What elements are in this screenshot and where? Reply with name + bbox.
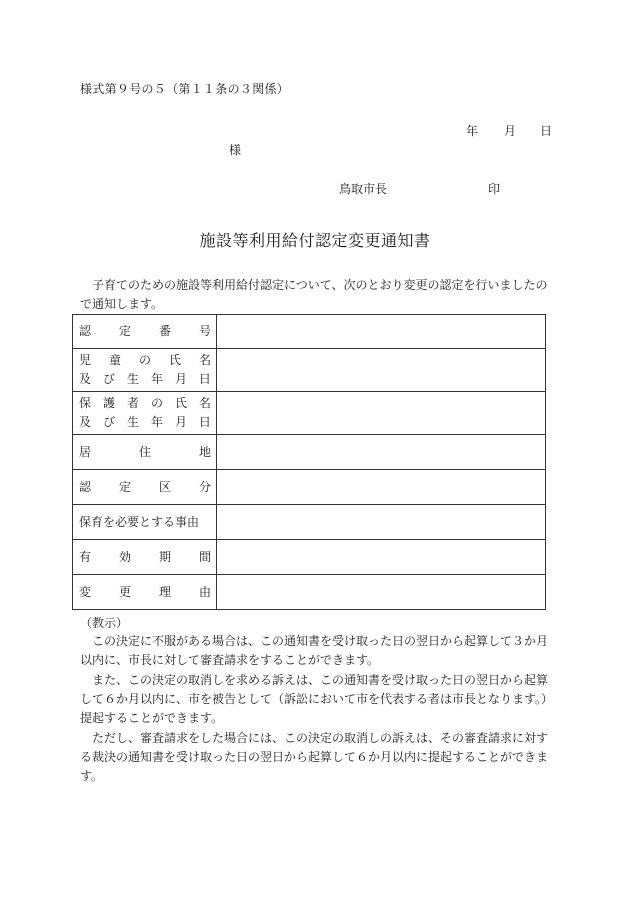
label-char: 日	[198, 372, 211, 386]
row-label-line	[79, 583, 211, 602]
row-value	[217, 505, 546, 540]
issuer-mayor: 鳥取市長	[339, 182, 388, 196]
notice-paragraph-3: ただし、審査請求をした場合には、この決定の取消しの訴えは、その審査請求に対する裁決の通知書を受け取った日の翌日から起算して６か月以内に提起することができます。	[80, 731, 549, 783]
label-char: 期	[158, 549, 171, 564]
label-char: 年	[150, 372, 163, 386]
table-row	[73, 505, 546, 540]
label-char: 年	[150, 415, 163, 429]
date-year-label: 年	[466, 124, 479, 138]
label-char: 童	[108, 353, 121, 367]
label-char: 変	[79, 584, 92, 599]
notice-paragraph-2: また、この決定の取消しを求める訴えは、この通知書を受け取った日の翌日から起算して６か月以内に、市を被告として（訴訟において市を代表する者は市長となります。）提起することができます。	[80, 673, 549, 725]
label-char: 定	[118, 479, 131, 494]
table-row	[73, 392, 546, 435]
label-char: 氏	[174, 396, 187, 410]
row-label-line	[79, 413, 211, 432]
label-char: 地	[198, 444, 211, 459]
label-char: 保	[79, 396, 92, 410]
row-label-line	[79, 322, 211, 341]
label-char: 名	[198, 396, 211, 410]
label-char: の	[150, 396, 163, 410]
form-number: 様式第９号の５（第１１条の３関係）	[80, 82, 290, 96]
row-label-line	[79, 370, 211, 389]
label-char: 間	[198, 549, 211, 564]
label-char: 月	[174, 372, 187, 386]
label-char: 号	[198, 324, 211, 338]
label-char: 分	[198, 479, 211, 494]
row-label	[73, 435, 217, 470]
label-char: 居	[79, 444, 92, 459]
date-day-label: 日	[540, 124, 553, 138]
addressee-suffix: 様	[229, 143, 242, 157]
row-label	[73, 470, 217, 505]
row-value	[217, 540, 546, 575]
label-char: 名	[198, 353, 211, 367]
document-title: 施設等利用給付認定変更通知書	[199, 231, 431, 250]
row-label-line	[79, 548, 211, 567]
row-label	[73, 505, 217, 540]
table-row	[73, 349, 546, 392]
label-char: 日	[198, 415, 211, 429]
row-value	[217, 575, 546, 610]
label-char: 由	[198, 584, 211, 599]
issuer-seal: 印	[488, 182, 501, 196]
label-char: 有	[79, 549, 92, 564]
table-row	[73, 470, 546, 505]
row-value	[217, 470, 546, 505]
row-value	[217, 435, 546, 470]
label-char: 生	[126, 372, 139, 386]
label-char: 区	[158, 479, 171, 494]
label-char: 定	[118, 324, 131, 338]
label-char: 更	[118, 584, 131, 599]
row-label	[73, 392, 217, 435]
row-value	[217, 392, 546, 435]
row-label	[73, 575, 217, 610]
row-label	[73, 540, 217, 575]
row-value	[217, 315, 546, 349]
label-char: 理	[158, 584, 171, 599]
info-table	[72, 314, 546, 610]
row-label-line	[79, 351, 211, 370]
table-row	[73, 315, 546, 349]
label-char: 及	[79, 372, 92, 386]
row-label	[73, 349, 217, 392]
label-char: 住	[138, 444, 151, 459]
label-char: び	[102, 372, 115, 386]
label-char: 保育を必要とする事由	[79, 514, 200, 529]
label-char: 認	[79, 324, 92, 338]
label-char: 者	[126, 396, 139, 410]
label-char: 児	[79, 353, 92, 367]
label-char: 氏	[168, 353, 181, 367]
date-month-label: 月	[504, 124, 517, 138]
notice-paragraph-1: この決定に不服がある場合は、この通知書を受け取った日の翌日から起算して３か月以内に、市長に対して審査請求をすることができます。	[80, 634, 549, 667]
label-char: の	[138, 353, 151, 367]
table-row	[73, 540, 546, 575]
row-value	[217, 349, 546, 392]
label-char: 及	[79, 415, 92, 429]
label-char: び	[102, 415, 115, 429]
row-label-line	[79, 443, 211, 462]
label-char: 認	[79, 479, 92, 494]
label-char: 生	[126, 415, 139, 429]
notice-heading: （教示）	[80, 616, 129, 630]
table-row	[73, 575, 546, 610]
label-char: 月	[174, 415, 187, 429]
label-char: 護	[102, 396, 115, 410]
label-char: 番	[158, 324, 171, 338]
row-label-line	[79, 513, 211, 532]
intro-paragraph: 子育てのための施設等利用給付認定について、次のとおり変更の認定を行いましたので通知します。	[80, 278, 548, 311]
row-label	[73, 315, 217, 349]
row-label-line	[79, 478, 211, 497]
table-row	[73, 435, 546, 470]
label-char: 効	[118, 549, 131, 564]
row-label-line	[79, 394, 211, 413]
